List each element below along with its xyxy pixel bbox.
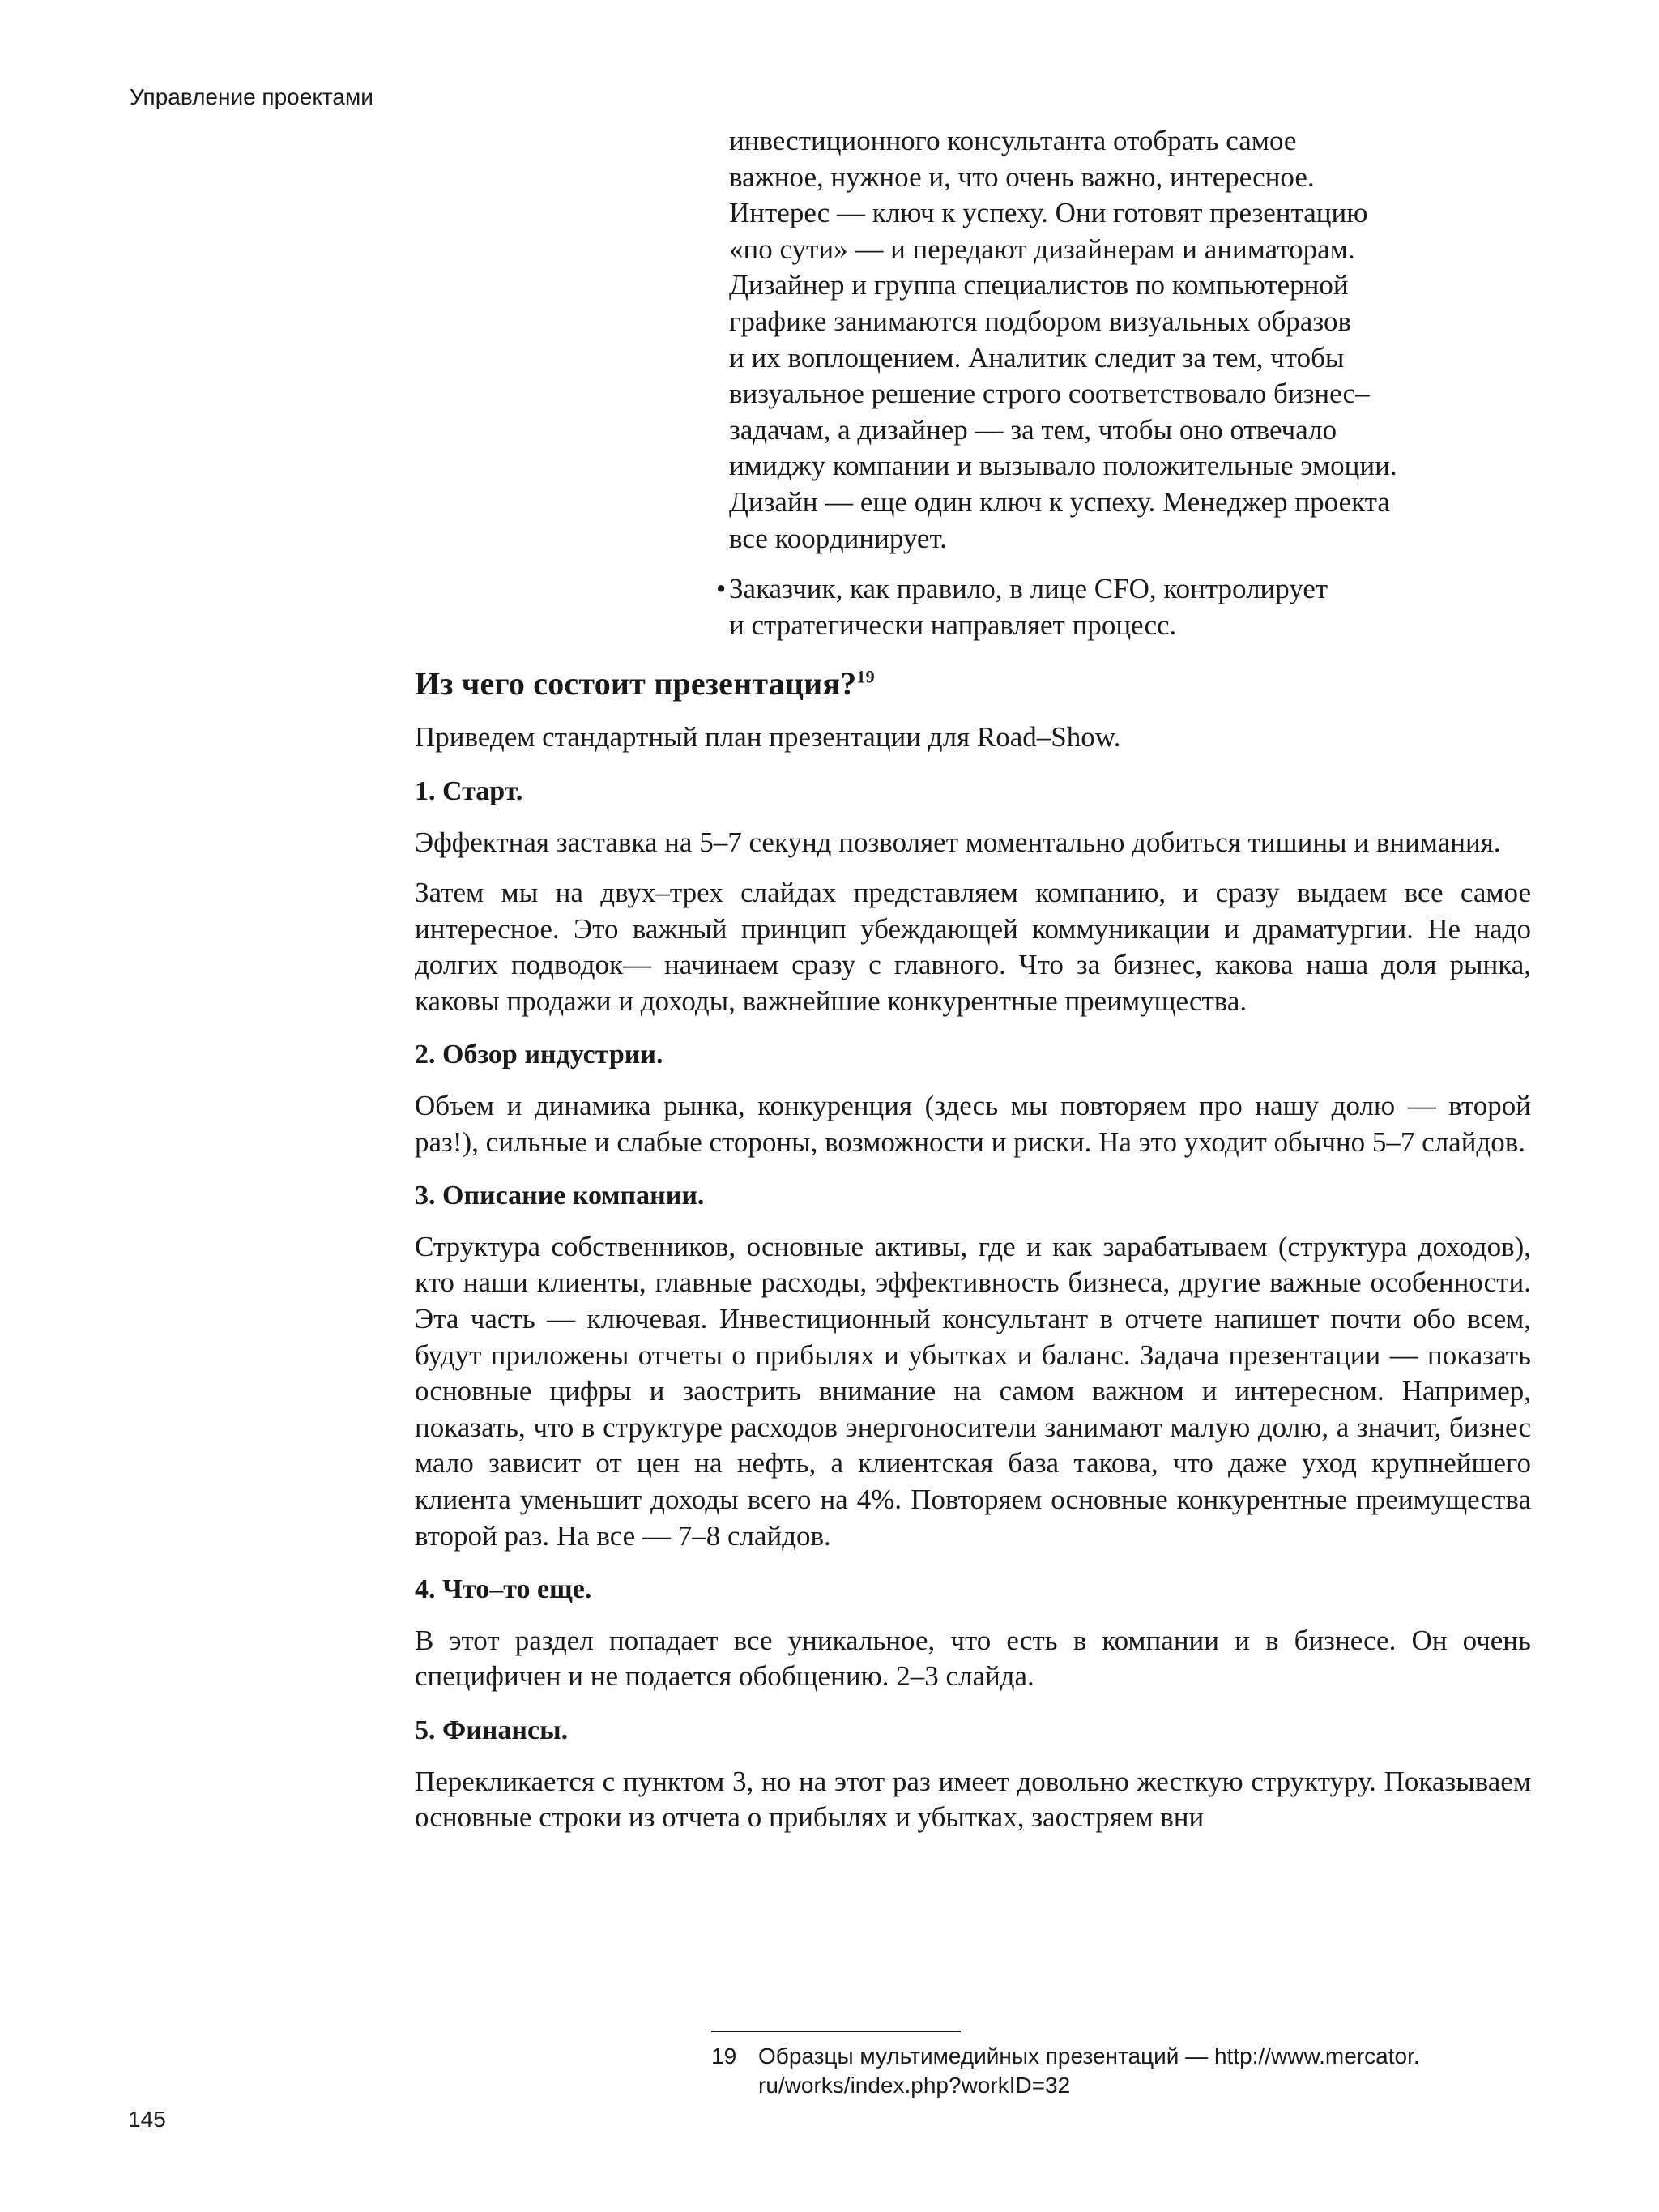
paragraph: Структура собственников, основные активы, где и как зарабатываем (структура доходов), кто наши клиенты, главные расходы, эффективность бизнеса, другие важные особенности. Эта часть — ключевая. Инвестиционный консультант в отчете напишет почти обо всем, будут приложены отчеты о прибылях и убытках и баланс. Задача презентации — показать основные цифры и заострить внимание на самом важном и интересном. Например, показать, что в структуре расходов энергоносители занимают малую долю, а значит, бизнес мало зависит от цен на нефть, а клиентская база такова, что даже уход крупнейшего клиента уменьшит доходы всего на 4%. Повторяем основные конкурентные преимущества второй раз. На все — 7–8 слайдов. (415, 1230, 1531, 1552)
text-line: задачам, а дизайнер — за тем, чтобы оно отвечало (729, 413, 1337, 446)
paragraph: Затем мы на двух–трех слайдах представляем компанию, и сразу выдаем все самое интересное. Это важный принцип убеждающей коммуникации и драматургии. Не надо долгих подводок— начинаем сразу с главного. Что за бизнес, какова наша доля рынка, каковы продажи и доходы, важнейшие конкурентные преимущества. (415, 877, 1531, 1017)
section-intro: Приведем стандартный план презентации для Road–Show. (415, 721, 1121, 754)
text-line: инвестиционного консультанта отобрать самое (729, 125, 1297, 156)
bullet-list-item (716, 571, 1531, 643)
section-title-text: Из чего состоит презентация? (415, 665, 857, 702)
footnote-number: 19 (711, 2043, 737, 2069)
text-line: и их воплощением. Аналитик следит за тем, чтобы (729, 341, 1345, 374)
text-line: имиджу компании и вызывало положительные эмоции. (729, 450, 1397, 482)
paragraph: Эффектная заставка на 5–7 секунд позволяет моментально добиться тишины и внимания. (415, 826, 1501, 858)
running-head: Управление проектами (130, 84, 373, 109)
text-line: визуальное решение строго соответствовало бизнес– (729, 378, 1370, 410)
page-body (415, 123, 1531, 1836)
bullet-text (729, 571, 1531, 643)
text-line: Дизайн — еще один ключ к успеху. Менеджер проекта (729, 485, 1390, 518)
item-heading-other: 4. Что–то еще. (415, 1574, 592, 1605)
bullet-icon: • (716, 573, 727, 605)
paragraph: Объем и динамика рынка, конкуренция (здесь мы повторяем про нашу долю — второй раз!), сильные и слабые стороны, возможности и риски. На это уходит обычно 5–7 слайдов. (415, 1090, 1531, 1158)
text-line: все координирует. (729, 522, 947, 554)
footnote-text-line1: Образцы мультимедийных презентаций — http://www.mercator. (758, 2043, 1420, 2069)
text-line: Дизайнер и группа специалистов по компьютерной (729, 269, 1349, 301)
text-line: важное, нужное и, что очень важно, интересное. (729, 160, 1315, 193)
item-heading-start: 1. Старт. (415, 775, 523, 806)
text-line: «по сути» — и передают дизайнерам и аниматорам. (729, 233, 1355, 265)
paragraph: В этот раздел попадает все уникальное, что есть в компании и в бизнесе. Он очень специфичен и не подается обобщению. 2–3 слайда. (415, 1624, 1531, 1693)
text-line: и стратегически направляет процесс. (729, 609, 1177, 641)
section-title (415, 663, 1531, 705)
footnote-reference: 19 (856, 666, 875, 687)
continued-list-item (729, 123, 1531, 557)
paragraph: Перекликается с пунктом 3, но на этот раз имеет довольно жесткую структуру. Показываем основные строки из отчета о прибылях и убытках, заостряем вни (415, 1765, 1531, 1834)
footnote (711, 2042, 1537, 2100)
item-heading-finance: 5. Финансы. (415, 1715, 569, 1745)
text-line: графике занимаются подбором визуальных образов (729, 305, 1351, 337)
text-line: Заказчик, как правило, в лице CFO, контролирует (729, 573, 1328, 605)
page-number: 145 (128, 2107, 166, 2132)
footnote-text-line2: ru/works/index.php?workID=32 (758, 2073, 1071, 2098)
item-heading-industry: 2. Обзор индустрии. (415, 1040, 663, 1070)
text-line: Интерес — ключ к успеху. Они готовят презентацию (729, 197, 1368, 229)
footnote-divider (711, 2031, 961, 2032)
item-heading-company: 3. Описание компании. (415, 1181, 705, 1211)
